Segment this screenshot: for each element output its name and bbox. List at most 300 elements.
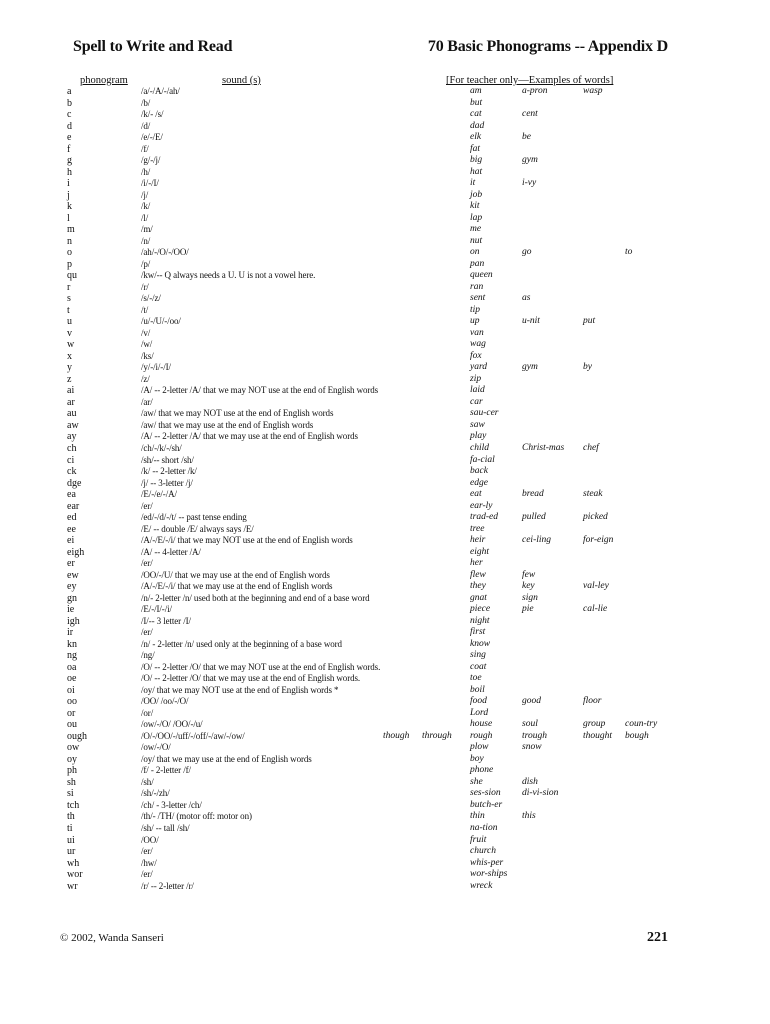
example-word-1: fat bbox=[470, 143, 481, 154]
table-row bbox=[0, 98, 770, 110]
table-row bbox=[0, 869, 770, 881]
sound-cell: /A/ -- 4-letter /A/ bbox=[141, 546, 201, 557]
table-row bbox=[0, 708, 770, 720]
phonogram-cell: z bbox=[67, 373, 72, 385]
example-word-1: up bbox=[470, 316, 480, 327]
table-row bbox=[0, 754, 770, 766]
phonogram-cell: u bbox=[67, 316, 72, 328]
table-row bbox=[0, 650, 770, 662]
table-row bbox=[0, 247, 770, 259]
phonogram-cell: j bbox=[67, 189, 70, 201]
example-word-1: flew bbox=[470, 569, 486, 580]
phonogram-cell: ea bbox=[67, 489, 76, 501]
example-word-1: tip bbox=[470, 304, 481, 315]
table-row bbox=[0, 581, 770, 593]
example-word-2: gym bbox=[522, 362, 538, 373]
sound-cell: /y/-/i/-/I/ bbox=[141, 362, 171, 373]
example-word-1: whis-per bbox=[470, 857, 504, 868]
table-row bbox=[0, 604, 770, 616]
example-word-1: toe bbox=[470, 673, 482, 684]
table-row bbox=[0, 765, 770, 777]
sound-cell: /er/ bbox=[141, 558, 153, 569]
phonogram-cell: e bbox=[67, 132, 72, 144]
sound-cell: /ng/ bbox=[141, 650, 155, 661]
example-word-1: van bbox=[470, 327, 484, 338]
phonogram-cell: au bbox=[67, 408, 77, 420]
example-word-2: bread bbox=[522, 489, 544, 500]
phonogram-cell: m bbox=[67, 224, 75, 236]
sound-cell: /sh/ bbox=[141, 776, 154, 787]
table-row bbox=[0, 224, 770, 236]
sound-cell: /ch/ - 3-letter /ch/ bbox=[141, 799, 202, 810]
table-row bbox=[0, 132, 770, 144]
example-word-3: val-ley bbox=[583, 581, 609, 592]
example-word-1: heir bbox=[470, 535, 486, 546]
example-word-1: laid bbox=[470, 385, 485, 396]
sound-cell: /ar/ bbox=[141, 396, 153, 407]
phonogram-cell: ee bbox=[67, 523, 76, 535]
phonogram-cell: b bbox=[67, 97, 72, 109]
sound-cell: /n/ bbox=[141, 235, 151, 246]
example-word-1: boy bbox=[470, 753, 484, 764]
table-row bbox=[0, 547, 770, 559]
example-word-1: nut bbox=[470, 235, 483, 246]
example-word-2: pulled bbox=[522, 512, 546, 523]
sound-cell: /E/-/I/-/i/ bbox=[141, 604, 172, 615]
phonogram-table bbox=[0, 86, 770, 892]
table-row bbox=[0, 178, 770, 190]
table-row bbox=[0, 362, 770, 374]
example-word-1: eight bbox=[470, 546, 489, 557]
example-word-1: cat bbox=[470, 109, 482, 120]
table-row bbox=[0, 489, 770, 501]
phonogram-cell: igh bbox=[67, 615, 80, 627]
example-word-2: i-vy bbox=[522, 178, 537, 189]
phonogram-cell: ough bbox=[67, 730, 87, 742]
table-row bbox=[0, 673, 770, 685]
sound-cell: /p/ bbox=[141, 258, 151, 269]
phonogram-cell: ey bbox=[67, 581, 77, 593]
table-row bbox=[0, 397, 770, 409]
table-row bbox=[0, 408, 770, 420]
phonogram-cell: ck bbox=[67, 466, 77, 478]
example-word-1: wor-ships bbox=[470, 869, 508, 880]
example-word-3: floor bbox=[583, 696, 602, 707]
phonogram-cell: r bbox=[67, 281, 71, 293]
example-word-2: be bbox=[522, 132, 531, 143]
sound-cell: /kw/-- Q always needs a U. U is not a vowel here. bbox=[141, 270, 316, 281]
sound-cell: /O/ -- 2-letter /O/ that we may NOT use at the end of English words. bbox=[141, 661, 381, 672]
phonogram-cell: eigh bbox=[67, 546, 85, 558]
phonogram-cell: p bbox=[67, 258, 72, 270]
table-row bbox=[0, 512, 770, 524]
table-row bbox=[0, 443, 770, 455]
sound-cell: /sh/-/zh/ bbox=[141, 788, 170, 799]
example-word-2: a-pron bbox=[522, 86, 548, 96]
table-row bbox=[0, 558, 770, 570]
table-row bbox=[0, 316, 770, 328]
sound-cell: /e/-/E/ bbox=[141, 132, 163, 143]
table-row bbox=[0, 86, 770, 98]
sound-cell: /th/- /TH/ (motor off: motor on) bbox=[141, 811, 252, 822]
sound-cell: /u/-/U/-/oo/ bbox=[141, 316, 181, 327]
sound-cell: /A/-/E/-/i/ that we may use at the end of English words bbox=[141, 581, 333, 592]
example-word-2: sign bbox=[522, 592, 538, 603]
table-row bbox=[0, 431, 770, 443]
example-word-3: cal-lie bbox=[583, 604, 608, 615]
example-word-2: key bbox=[522, 581, 535, 592]
example-word-2: snow bbox=[522, 742, 542, 753]
phonogram-cell: n bbox=[67, 235, 72, 247]
example-word-4: bough bbox=[625, 730, 649, 741]
sound-cell: /aw/ that we may NOT use at the end of English words bbox=[141, 408, 334, 419]
phonogram-cell: d bbox=[67, 120, 72, 132]
example-word-1: ses-sion bbox=[470, 788, 501, 799]
sound-cell: /A/-/E/-/i/ that we may NOT use at the end of English words bbox=[141, 535, 353, 546]
phonogram-cell: ch bbox=[67, 442, 77, 454]
phonogram-cell: f bbox=[67, 143, 71, 155]
example-word-1: queen bbox=[470, 270, 493, 281]
phonogram-cell: wr bbox=[67, 880, 78, 892]
sound-cell: /t/ bbox=[141, 304, 149, 315]
example-word-1: on bbox=[470, 247, 480, 258]
sound-cell: /OO/ bbox=[141, 834, 159, 845]
sound-cell: /f/ bbox=[141, 143, 149, 154]
phonogram-cell: ew bbox=[67, 569, 79, 581]
example-word-1: thin bbox=[470, 811, 485, 822]
example-word-4: to bbox=[625, 247, 633, 258]
table-row bbox=[0, 270, 770, 282]
example-word-3: picked bbox=[583, 512, 608, 523]
example-word-1: big bbox=[470, 155, 483, 166]
sound-cell: /i/-/I/ bbox=[141, 178, 159, 189]
table-row bbox=[0, 144, 770, 156]
sound-cell: /h/ bbox=[141, 166, 151, 177]
table-row bbox=[0, 616, 770, 628]
sound-cell: /or/ bbox=[141, 707, 154, 718]
table-row bbox=[0, 731, 770, 743]
sound-cell: /r/ -- 2-letter /r/ bbox=[141, 880, 194, 891]
example-word-1: saw bbox=[470, 419, 485, 430]
example-word-3: chef bbox=[583, 442, 599, 453]
section-title: 70 Basic Phonograms -- Appendix D bbox=[427, 38, 668, 55]
example-word-1: ran bbox=[470, 281, 484, 292]
extra-example-cell: though bbox=[383, 730, 410, 741]
table-row bbox=[0, 501, 770, 513]
phonogram-cell: ur bbox=[67, 846, 76, 858]
table-row bbox=[0, 696, 770, 708]
example-word-1: boil bbox=[470, 684, 485, 695]
table-row bbox=[0, 788, 770, 800]
example-word-1: na-tion bbox=[470, 823, 498, 833]
example-word-1: elk bbox=[470, 132, 482, 143]
example-word-2: as bbox=[522, 293, 531, 304]
example-word-1: zip bbox=[470, 373, 482, 384]
table-row bbox=[0, 305, 770, 317]
table-row bbox=[0, 881, 770, 893]
sound-cell: /a/-/A/-/ah/ bbox=[141, 86, 180, 96]
phonogram-cell: t bbox=[67, 304, 70, 316]
phonogram-cell: oa bbox=[67, 661, 77, 673]
example-word-1: first bbox=[470, 627, 486, 638]
example-word-1: dad bbox=[470, 120, 485, 131]
example-word-1: ear-ly bbox=[470, 500, 493, 511]
sound-cell: /oy/ that we may NOT use at the end of English words * bbox=[141, 684, 339, 695]
sound-cell: /O/-/OO/-/uff/-/off/-/aw/-/ow/ bbox=[141, 730, 245, 741]
table-row bbox=[0, 167, 770, 179]
sound-cell: /k/ bbox=[141, 201, 151, 212]
sound-cell: /l/ bbox=[141, 212, 149, 223]
example-word-1: am bbox=[470, 86, 482, 96]
example-word-1: butch-er bbox=[470, 799, 503, 810]
example-word-1: pan bbox=[470, 258, 485, 269]
table-row bbox=[0, 846, 770, 858]
phonogram-cell: oo bbox=[67, 696, 77, 708]
table-row bbox=[0, 662, 770, 674]
example-word-1: but bbox=[470, 97, 483, 108]
sound-cell: /ah/-/O/-/OO/ bbox=[141, 247, 189, 258]
phonogram-cell: ow bbox=[67, 742, 80, 754]
phonogram-cell: c bbox=[67, 109, 72, 121]
table-row bbox=[0, 374, 770, 386]
example-word-1: eat bbox=[470, 489, 482, 500]
table-row bbox=[0, 524, 770, 536]
example-word-1: trad-ed bbox=[470, 512, 498, 523]
phonogram-cell: ear bbox=[67, 500, 80, 512]
sound-cell: /oy/ that we may use at the end of English words bbox=[141, 753, 312, 764]
table-row bbox=[0, 685, 770, 697]
phonogram-cell: sh bbox=[67, 776, 76, 788]
example-word-1: wag bbox=[470, 339, 486, 350]
table-row bbox=[0, 259, 770, 271]
phonogram-cell: ng bbox=[67, 650, 77, 662]
sound-cell: /er/ bbox=[141, 627, 153, 638]
phonogram-cell: aw bbox=[67, 419, 79, 431]
example-word-1: rough bbox=[470, 730, 493, 741]
example-word-1: it bbox=[470, 178, 476, 189]
phonogram-cell: w bbox=[67, 339, 75, 351]
sound-cell: /I/-- 3 letter /I/ bbox=[141, 615, 191, 626]
column-header-examples: [For teacher only—Examples of words] bbox=[446, 75, 614, 86]
table-row bbox=[0, 535, 770, 547]
example-word-1: job bbox=[470, 189, 483, 200]
example-word-2: Christ-mas bbox=[522, 442, 565, 453]
example-word-1: she bbox=[470, 776, 483, 787]
sound-cell: /j/ bbox=[141, 189, 149, 200]
table-row bbox=[0, 478, 770, 490]
sound-cell: /E/ -- double /E/ always says /E/ bbox=[141, 523, 254, 534]
table-row bbox=[0, 455, 770, 467]
example-word-1: food bbox=[470, 696, 487, 707]
phonogram-cell: ei bbox=[67, 535, 75, 547]
phonogram-cell: si bbox=[67, 788, 74, 800]
phonogram-cell: ti bbox=[67, 823, 73, 834]
phonogram-cell: or bbox=[67, 707, 76, 719]
sound-cell: /A/ -- 2-letter /A/ that we may use at the end of English words bbox=[141, 431, 358, 442]
sound-cell: /O/ -- 2-letter /O/ that we may use at the end of English words. bbox=[141, 673, 361, 684]
example-word-1: night bbox=[470, 615, 490, 626]
table-row bbox=[0, 823, 770, 835]
phonogram-cell: tch bbox=[67, 799, 80, 811]
sound-cell: /ow/-/O/ bbox=[141, 742, 171, 753]
example-word-2: trough bbox=[522, 730, 547, 741]
example-word-1: lap bbox=[470, 212, 483, 223]
sound-cell: /E/-/e/-/A/ bbox=[141, 489, 177, 500]
table-row bbox=[0, 858, 770, 870]
phonogram-cell: gn bbox=[67, 592, 77, 604]
phonogram-cell: ou bbox=[67, 719, 77, 731]
example-word-4: coun-try bbox=[625, 719, 658, 730]
phonogram-cell: ui bbox=[67, 834, 75, 846]
example-word-1: back bbox=[470, 466, 488, 477]
example-word-2: this bbox=[522, 811, 536, 822]
table-row bbox=[0, 627, 770, 639]
table-row bbox=[0, 835, 770, 847]
phonogram-cell: x bbox=[67, 350, 72, 362]
example-word-1: sau-cer bbox=[470, 408, 499, 419]
sound-cell: /z/ bbox=[141, 373, 150, 384]
phonogram-cell: y bbox=[67, 362, 72, 374]
phonogram-cell: ie bbox=[67, 604, 75, 616]
example-word-1: Lord bbox=[470, 707, 489, 718]
phonogram-cell: ph bbox=[67, 765, 77, 777]
example-word-1: fox bbox=[470, 350, 482, 361]
sound-cell: /f/ - 2-letter /f/ bbox=[141, 765, 191, 776]
sound-cell: /er/ bbox=[141, 500, 153, 511]
running-title: Spell to Write and Read bbox=[73, 38, 233, 55]
example-word-3: wasp bbox=[583, 86, 603, 96]
sound-cell: /OO/ /oo/-/O/ bbox=[141, 696, 189, 707]
table-row bbox=[0, 639, 770, 651]
example-word-1: sing bbox=[470, 650, 486, 661]
example-word-2: few bbox=[522, 569, 536, 580]
sound-cell: /ch/-/k/-/sh/ bbox=[141, 442, 182, 453]
example-word-1: plow bbox=[470, 742, 489, 753]
example-word-1: know bbox=[470, 638, 491, 649]
table-row bbox=[0, 742, 770, 754]
example-word-1: sent bbox=[470, 293, 486, 304]
phonogram-cell: ai bbox=[67, 385, 75, 397]
phonogram-cell: ci bbox=[67, 454, 75, 466]
example-word-1: piece bbox=[470, 604, 491, 615]
phonogram-cell: oy bbox=[67, 753, 77, 765]
phonogram-cell: o bbox=[67, 247, 72, 259]
example-word-1: me bbox=[470, 224, 482, 235]
sound-cell: /sh/-- short /sh/ bbox=[141, 454, 194, 465]
example-word-1: edge bbox=[470, 477, 488, 488]
example-word-1: play bbox=[470, 431, 487, 442]
example-word-1: coat bbox=[470, 661, 487, 672]
copyright: © 2002, Wanda Sanseri bbox=[60, 932, 164, 944]
sound-cell: /sh/ -- tall /sh/ bbox=[141, 823, 190, 833]
table-row bbox=[0, 293, 770, 305]
table-row bbox=[0, 155, 770, 167]
table-row bbox=[0, 593, 770, 605]
sound-cell: /m/ bbox=[141, 224, 153, 235]
example-word-2: u-nit bbox=[522, 316, 540, 327]
table-row bbox=[0, 339, 770, 351]
sound-cell: /k/ -- 2-letter /k/ bbox=[141, 466, 197, 477]
example-word-1: her bbox=[470, 558, 483, 569]
sound-cell: /ks/ bbox=[141, 350, 154, 361]
phonogram-cell: ir bbox=[67, 627, 74, 639]
phonogram-cell: k bbox=[67, 201, 72, 213]
phonogram-cell: v bbox=[67, 327, 72, 339]
table-row bbox=[0, 236, 770, 248]
example-word-2: cei-ling bbox=[522, 535, 552, 546]
table-row bbox=[0, 385, 770, 397]
example-word-1: gnat bbox=[470, 592, 487, 603]
example-word-3: group bbox=[583, 719, 606, 730]
phonogram-cell: a bbox=[67, 86, 72, 97]
sound-cell: /ed/-/d/-/t/ -- past tense ending bbox=[141, 512, 247, 523]
example-word-2: soul bbox=[522, 719, 538, 730]
phonogram-cell: oe bbox=[67, 673, 77, 685]
phonogram-cell: wor bbox=[67, 869, 83, 881]
example-word-1: child bbox=[470, 442, 489, 453]
phonogram-cell: ay bbox=[67, 431, 77, 443]
sound-cell: /k/- /s/ bbox=[141, 109, 164, 120]
phonogram-cell: oi bbox=[67, 684, 75, 696]
table-row bbox=[0, 777, 770, 789]
table-row bbox=[0, 109, 770, 121]
extra-example-cell: through bbox=[422, 730, 452, 741]
example-word-2: pie bbox=[522, 604, 534, 615]
phonogram-cell: s bbox=[67, 293, 71, 305]
table-row bbox=[0, 466, 770, 478]
example-word-1: yard bbox=[470, 362, 488, 373]
sound-cell: /j/ -- 3-letter /j/ bbox=[141, 477, 193, 488]
example-word-3: thought bbox=[583, 730, 613, 741]
phonogram-cell: kn bbox=[67, 638, 77, 650]
sound-cell: /A/ -- 2-letter /A/ that we may NOT use at the end of English words bbox=[141, 385, 379, 396]
example-word-1: wreck bbox=[470, 880, 493, 891]
phonogram-cell: ed bbox=[67, 512, 77, 524]
phonogram-cell: dge bbox=[67, 477, 82, 489]
example-word-1: fa-cial bbox=[470, 454, 495, 465]
example-word-2: good bbox=[522, 696, 541, 707]
sound-cell: /s/-/z/ bbox=[141, 293, 161, 304]
phonogram-cell: g bbox=[67, 155, 72, 167]
sound-cell: /OO/-/U/ that we may use at the end of English words bbox=[141, 569, 330, 580]
example-word-1: tree bbox=[470, 523, 485, 534]
table-row bbox=[0, 213, 770, 225]
sound-cell: /n/- 2-letter /n/ used both at the beginning and end of a base word bbox=[141, 592, 370, 603]
table-row bbox=[0, 800, 770, 812]
phonogram-cell: th bbox=[67, 811, 75, 823]
example-word-1: hat bbox=[470, 166, 483, 177]
sound-cell: /d/ bbox=[141, 120, 151, 131]
table-row bbox=[0, 201, 770, 213]
page-number: 221 bbox=[647, 930, 668, 945]
table-row bbox=[0, 811, 770, 823]
example-word-3: steak bbox=[583, 489, 603, 500]
sound-cell: /hw/ bbox=[141, 857, 157, 868]
example-word-3: by bbox=[583, 362, 592, 373]
example-word-1: house bbox=[470, 719, 493, 730]
column-header-sound: sound (s) bbox=[222, 75, 261, 86]
column-header-phonogram: phonogram bbox=[80, 75, 128, 86]
example-word-3: for-eign bbox=[583, 535, 614, 546]
sound-cell: /v/ bbox=[141, 327, 151, 338]
sound-cell: /w/ bbox=[141, 339, 153, 350]
table-row bbox=[0, 719, 770, 731]
table-row bbox=[0, 351, 770, 363]
phonogram-cell: l bbox=[67, 212, 70, 224]
example-word-2: go bbox=[522, 247, 532, 258]
sound-cell: /r/ bbox=[141, 281, 149, 292]
table-row bbox=[0, 328, 770, 340]
